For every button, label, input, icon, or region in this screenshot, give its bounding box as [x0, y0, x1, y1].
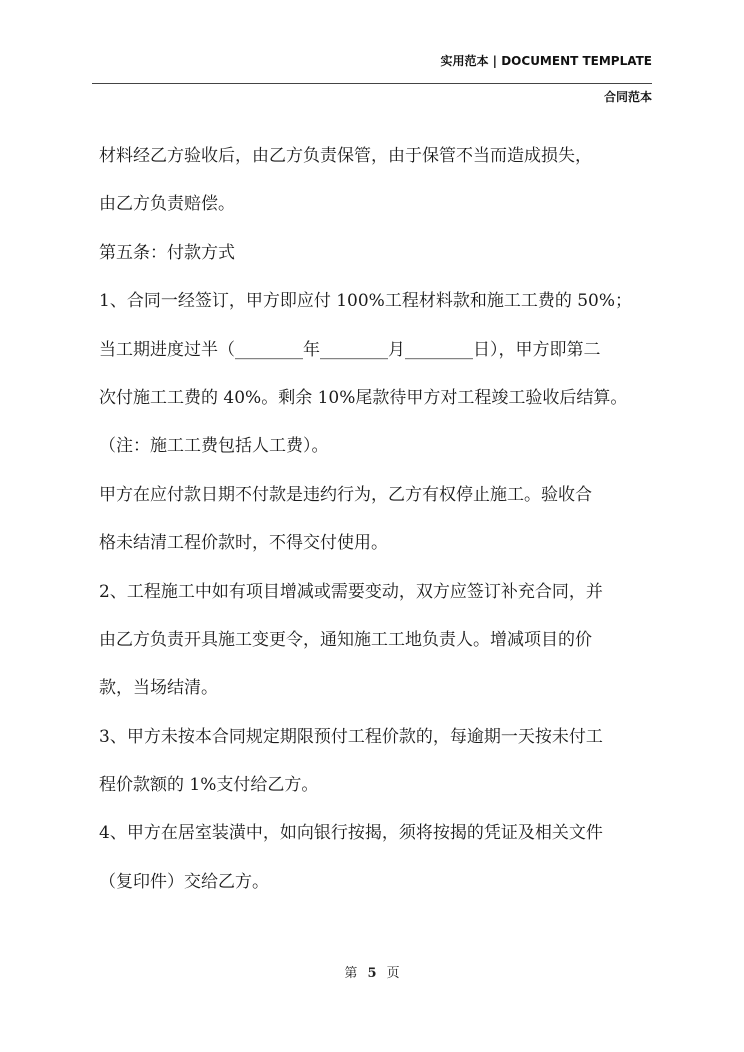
footer-prefix: 第: [344, 966, 358, 981]
body-line: （注：施工工费包括人工费）。: [99, 436, 329, 457]
body-line: 次付施工工费的 40%。剩余 10%尾款待甲方对工程竣工验收后结算。: [99, 387, 628, 408]
header-divider: [92, 83, 652, 84]
body-line: （复印件）交给乙方。: [99, 871, 269, 892]
body-line: 格未结清工程价款时，不得交付使用。: [99, 533, 388, 554]
body-line: 4、甲方在居室装潢中，如向银行按揭，须将按揭的凭证及相关文件: [99, 823, 603, 844]
body-line: 款，当场结清。: [99, 678, 218, 699]
body-line: 1、合同一经签订，甲方即应付 100%工程材料款和施工工费的 50%；: [99, 291, 633, 312]
body-line: 3、甲方未按本合同规定期限预付工程价款的，每逾期一天按未付工: [99, 726, 603, 747]
header-title: 实用范本 | DOCUMENT TEMPLATE: [440, 54, 652, 68]
body-line: 当工期进度过半（________年________月________日），甲方即第二: [99, 339, 601, 360]
section-heading: 第五条：付款方式: [99, 242, 235, 263]
body-line: 由乙方负责赔偿。: [99, 194, 235, 215]
body-line: 程价款额的 1%支付给乙方。: [99, 775, 319, 796]
header-subtitle: 合同范本: [603, 90, 652, 104]
page-footer: [0, 962, 744, 981]
body-line: 2、工程施工中如有项目增减或需要变动，双方应签订补充合同，并: [99, 581, 603, 602]
body-line: 甲方在应付款日期不付款是违约行为，乙方有权停止施工。验收合: [99, 484, 592, 505]
document-body: [99, 136, 654, 910]
body-line: 材料经乙方验收后，由乙方负责保管，由于保管不当而造成损失，: [99, 146, 592, 166]
footer-suffix: 页: [386, 966, 400, 981]
body-line: 由乙方负责开具施工变更令，通知施工工地负责人。增减项目的价: [99, 629, 592, 650]
page-number: 5: [367, 966, 377, 981]
